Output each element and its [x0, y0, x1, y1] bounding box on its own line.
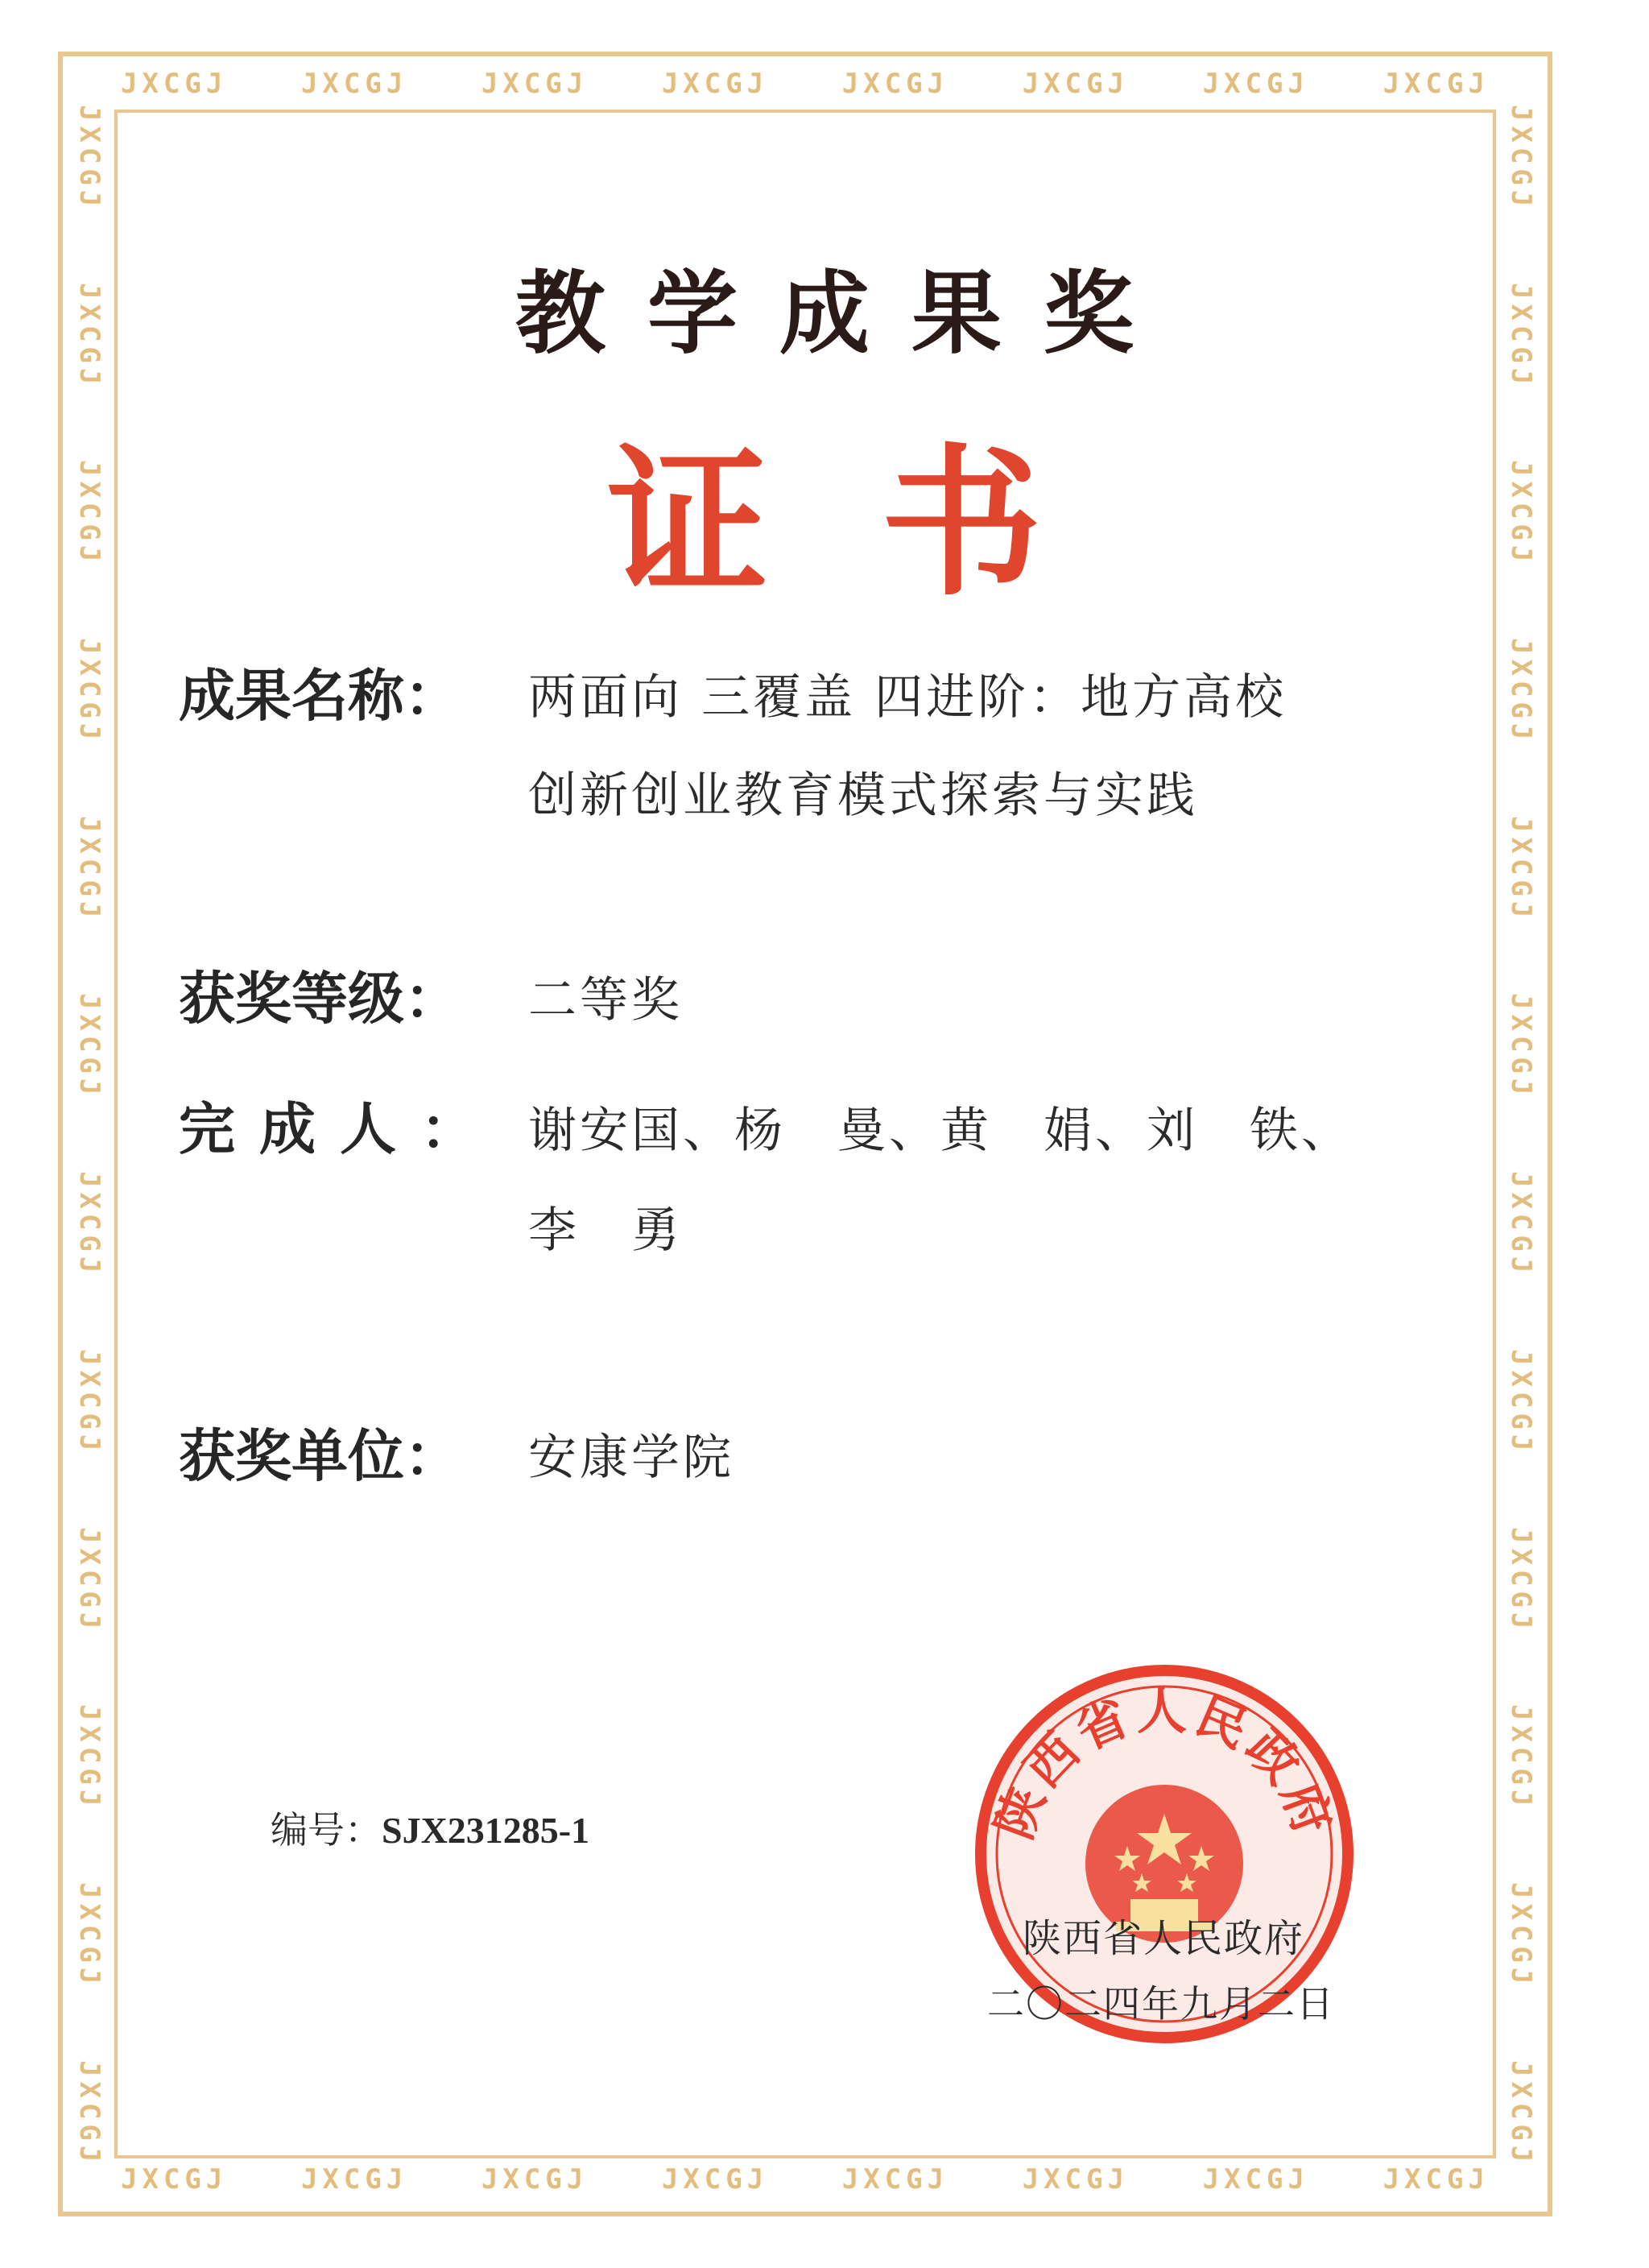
certificate-title: 证书: [606, 428, 1155, 618]
border-pattern-top: JXCGJ JXCGJ JXCGJ JXCGJ JXCGJ JXCGJ JXCGJ JXCGJ: [121, 68, 1490, 100]
completers-line-2: 李 勇: [528, 1202, 683, 1259]
border-pattern-left: JXCGJ JXCGJ JXCGJ JXCGJ JXCGJ JXCGJ JXCGJ JXCGJ JXCGJ JXCGJ JXCGJ JXCGJ: [73, 105, 105, 2167]
award-level-value: 二等奖: [528, 972, 683, 1028]
certificate-heading: 教学成果奖: [515, 261, 1176, 366]
border-pattern-right: JXCGJ JXCGJ JXCGJ JXCGJ JXCGJ JXCGJ JXCGJ JXCGJ JXCGJ JXCGJ JXCGJ JXCGJ: [1505, 105, 1537, 2167]
award-level-label: 获奖等级：: [179, 966, 461, 1032]
achievement-name-label: 成果名称：: [179, 663, 461, 729]
serial-number: [271, 1801, 589, 1854]
issuer-name: 陕西省人民政府: [1023, 1916, 1305, 1961]
border-pattern-bottom: JXCGJ JXCGJ JXCGJ JXCGJ JXCGJ JXCGJ JXCGJ JXCGJ: [121, 2163, 1490, 2196]
serial-number-value: SJX231285-1: [382, 1810, 590, 1851]
award-unit-value: 安康学院: [528, 1430, 734, 1486]
achievement-name-line-1: 两面向 三覆盖 四进阶：地方高校: [528, 669, 1287, 726]
achievement-name-line-2: 创新创业教育模式探索与实践: [528, 768, 1198, 824]
issue-date: 二〇二四年九月二日: [987, 1982, 1335, 2026]
completers-line-1: 谢安国、杨 曼、黄 娟、刘 铁、: [528, 1103, 1353, 1159]
serial-number-label: 编号：: [271, 1808, 382, 1852]
award-unit-label: 获奖单位：: [179, 1423, 461, 1489]
seal-text: 陕西省人民政府: [984, 1682, 1345, 1847]
completers-label: 完成人：: [179, 1096, 501, 1162]
